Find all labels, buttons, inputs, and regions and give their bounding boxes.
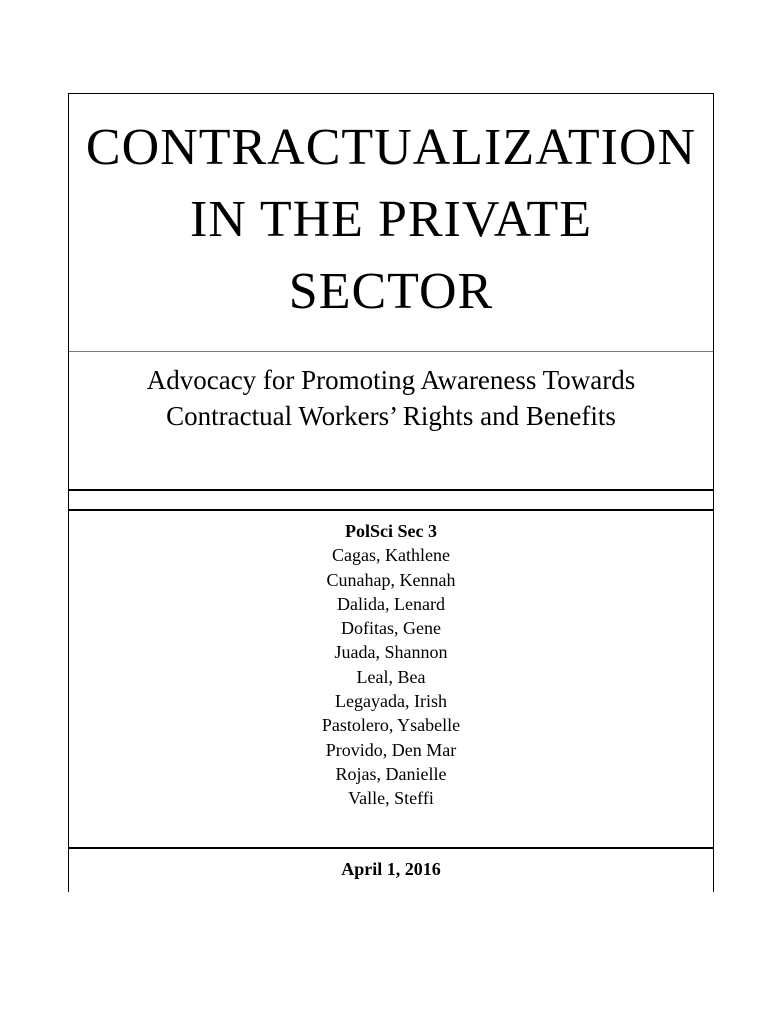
section-label: PolSci Sec 3 [345, 521, 437, 541]
accent-divider [69, 351, 713, 352]
document-title [69, 112, 713, 328]
author-name: Leal, Bea [356, 666, 426, 687]
author-name: Cagas, Kathlene [332, 545, 450, 566]
author-name: Cunahap, Kennah [326, 569, 456, 590]
date-section [68, 848, 714, 892]
author-name: Dalida, Lenard [337, 593, 445, 614]
title-line-2: IN THE PRIVATE [189, 191, 593, 248]
author-name: Juada, Shannon [334, 642, 448, 663]
title-line-3: SECTOR [288, 263, 494, 320]
author-name: Provido, Den Mar [325, 739, 457, 760]
author-name: Legayada, Irish [335, 691, 447, 712]
document-subtitle [69, 362, 713, 434]
spacer-row [68, 490, 714, 510]
author-name: Valle, Steffi [348, 788, 434, 809]
author-name: Rojas, Danielle [335, 763, 447, 784]
title-section [68, 93, 714, 490]
authors-section [68, 510, 714, 848]
authors-list [69, 519, 713, 811]
title-line-1: CONTRACTUALIZATION [85, 119, 697, 176]
author-name: Dofitas, Gene [341, 618, 441, 639]
subtitle-line-1: Advocacy for Promoting Awareness Towards [146, 365, 636, 395]
author-name: Pastolero, Ysabelle [321, 715, 461, 736]
document-date: April 1, 2016 [341, 859, 441, 879]
subtitle-line-2: Contractual Workers’ Rights and Benefits [166, 401, 616, 431]
